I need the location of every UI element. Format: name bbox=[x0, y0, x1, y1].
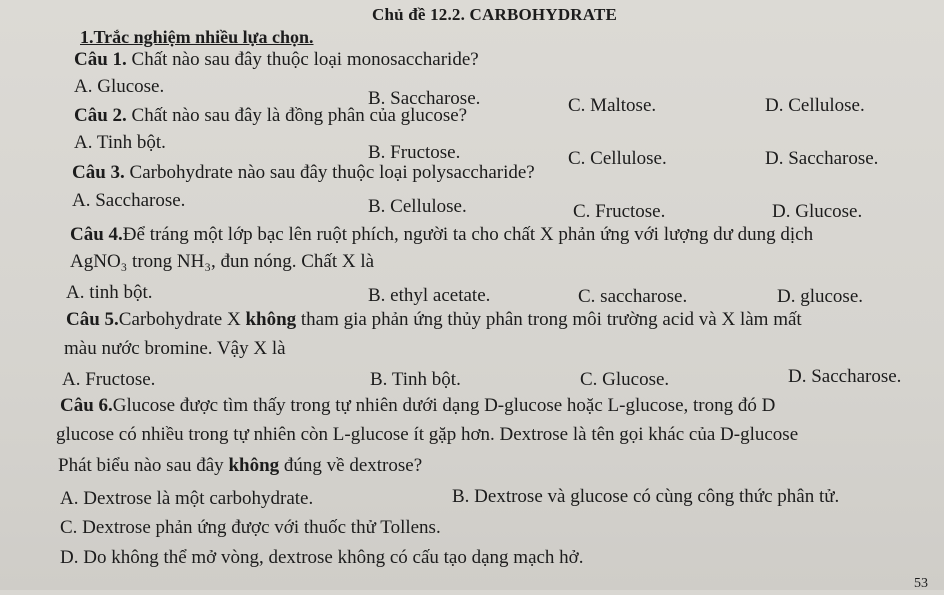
question-6-option-a: A. Dextrose là một carbohydrate. bbox=[60, 488, 314, 509]
question-1-label: Câu 1. bbox=[74, 49, 127, 70]
question-4-option-a: A. tinh bột. bbox=[66, 282, 153, 303]
question-3-stem bbox=[72, 162, 535, 184]
question-6-option-c: C. Dextrose phản ứng được với thuốc thử Tollens. bbox=[60, 517, 441, 538]
question-2-stem bbox=[74, 105, 467, 127]
question-4-stem-line-2: AgNO₃ trong NH₃, đun nóng. Chất X là bbox=[70, 251, 375, 272]
question-6-text-pre: Phát biểu nào sau đây bbox=[58, 455, 229, 476]
question-1-option-b: B. Saccharose. bbox=[368, 88, 481, 109]
question-3-option-c: C. Fructose. bbox=[573, 201, 666, 222]
question-2-label: Câu 2. bbox=[74, 105, 127, 126]
question-6-label: Câu 6. bbox=[60, 395, 113, 416]
question-6-stem-line-1 bbox=[60, 395, 775, 417]
question-2-option-c: C. Cellulose. bbox=[568, 148, 667, 169]
question-1-stem bbox=[74, 49, 479, 71]
question-4-option-b: B. ethyl acetate. bbox=[368, 285, 491, 306]
question-2-option-d: D. Saccharose. bbox=[765, 148, 879, 169]
question-4-text-line-1: Để tráng một lớp bạc lên ruột phích, người ta cho chất X phản ứng với lượng dư dung dịch bbox=[122, 224, 814, 245]
question-6-option-d: D. Do không thể mở vòng, dextrose không có cấu tạo dạng mạch hở. bbox=[60, 547, 584, 568]
document-title: Chủ đề 12.2. CARBOHYDRATE bbox=[372, 5, 618, 24]
question-5-label: Câu 5. bbox=[66, 309, 119, 330]
question-6-option-b: B. Dextrose và glucose có cùng công thức phân tử. bbox=[452, 486, 840, 507]
question-6-negation: không bbox=[228, 455, 280, 476]
question-3-option-b: B. Cellulose. bbox=[368, 196, 467, 217]
question-4-option-c: C. saccharose. bbox=[578, 286, 688, 307]
question-5-option-a: A. Fructose. bbox=[62, 369, 156, 390]
question-4-label: Câu 4. bbox=[70, 224, 123, 245]
question-5-stem-line-2: màu nước bromine. Vậy X là bbox=[64, 338, 286, 359]
question-4-option-d: D. glucose. bbox=[777, 286, 864, 307]
question-5-option-c: C. Glucose. bbox=[580, 369, 670, 390]
question-6-stem-line-3 bbox=[58, 455, 422, 477]
question-1-option-a: A. Glucose. bbox=[74, 76, 165, 97]
question-5-text-pre: Carbohydrate X bbox=[118, 309, 246, 330]
question-6-text-post: đúng về dextrose? bbox=[279, 455, 423, 476]
section-heading: 1.Trắc nghiệm nhiều lựa chọn. bbox=[80, 27, 314, 47]
question-6-stem-line-2: glucose có nhiều trong tự nhiên còn L-glucose ít gặp hơn. Dextrose là tên gọi khác của D-glucose bbox=[56, 424, 799, 445]
question-1-text: Chất nào sau đây thuộc loại monosaccharide? bbox=[126, 49, 479, 70]
question-3-option-d: D. Glucose. bbox=[772, 201, 863, 222]
question-2-option-b: B. Fructose. bbox=[368, 142, 461, 163]
question-5-negation: không bbox=[245, 309, 297, 330]
question-1-option-d: D. Cellulose. bbox=[765, 95, 865, 116]
question-2-option-a: A. Tinh bột. bbox=[74, 132, 166, 153]
question-5-option-b: B. Tinh bột. bbox=[370, 369, 461, 390]
question-6-text-line-1: Glucose được tìm thấy trong tự nhiên dưới dạng D-glucose hoặc L-glucose, trong đó D bbox=[112, 395, 776, 416]
question-5-option-d: D. Saccharose. bbox=[788, 366, 902, 387]
question-4-stem-line-1 bbox=[70, 224, 813, 246]
question-2-text: Chất nào sau đây là đồng phân của glucose? bbox=[126, 105, 468, 126]
question-1-option-c: C. Maltose. bbox=[568, 95, 657, 116]
question-3-label: Câu 3. bbox=[72, 162, 125, 183]
question-5-stem-line-1 bbox=[66, 309, 802, 331]
question-3-text: Carbohydrate nào sau đây thuộc loại polysaccharide? bbox=[124, 162, 535, 183]
page-number: 53 bbox=[914, 576, 928, 591]
question-5-text-post: tham gia phản ứng thủy phân trong môi trường acid và X làm mất bbox=[296, 309, 802, 330]
question-3-option-a: A. Saccharose. bbox=[72, 190, 186, 211]
